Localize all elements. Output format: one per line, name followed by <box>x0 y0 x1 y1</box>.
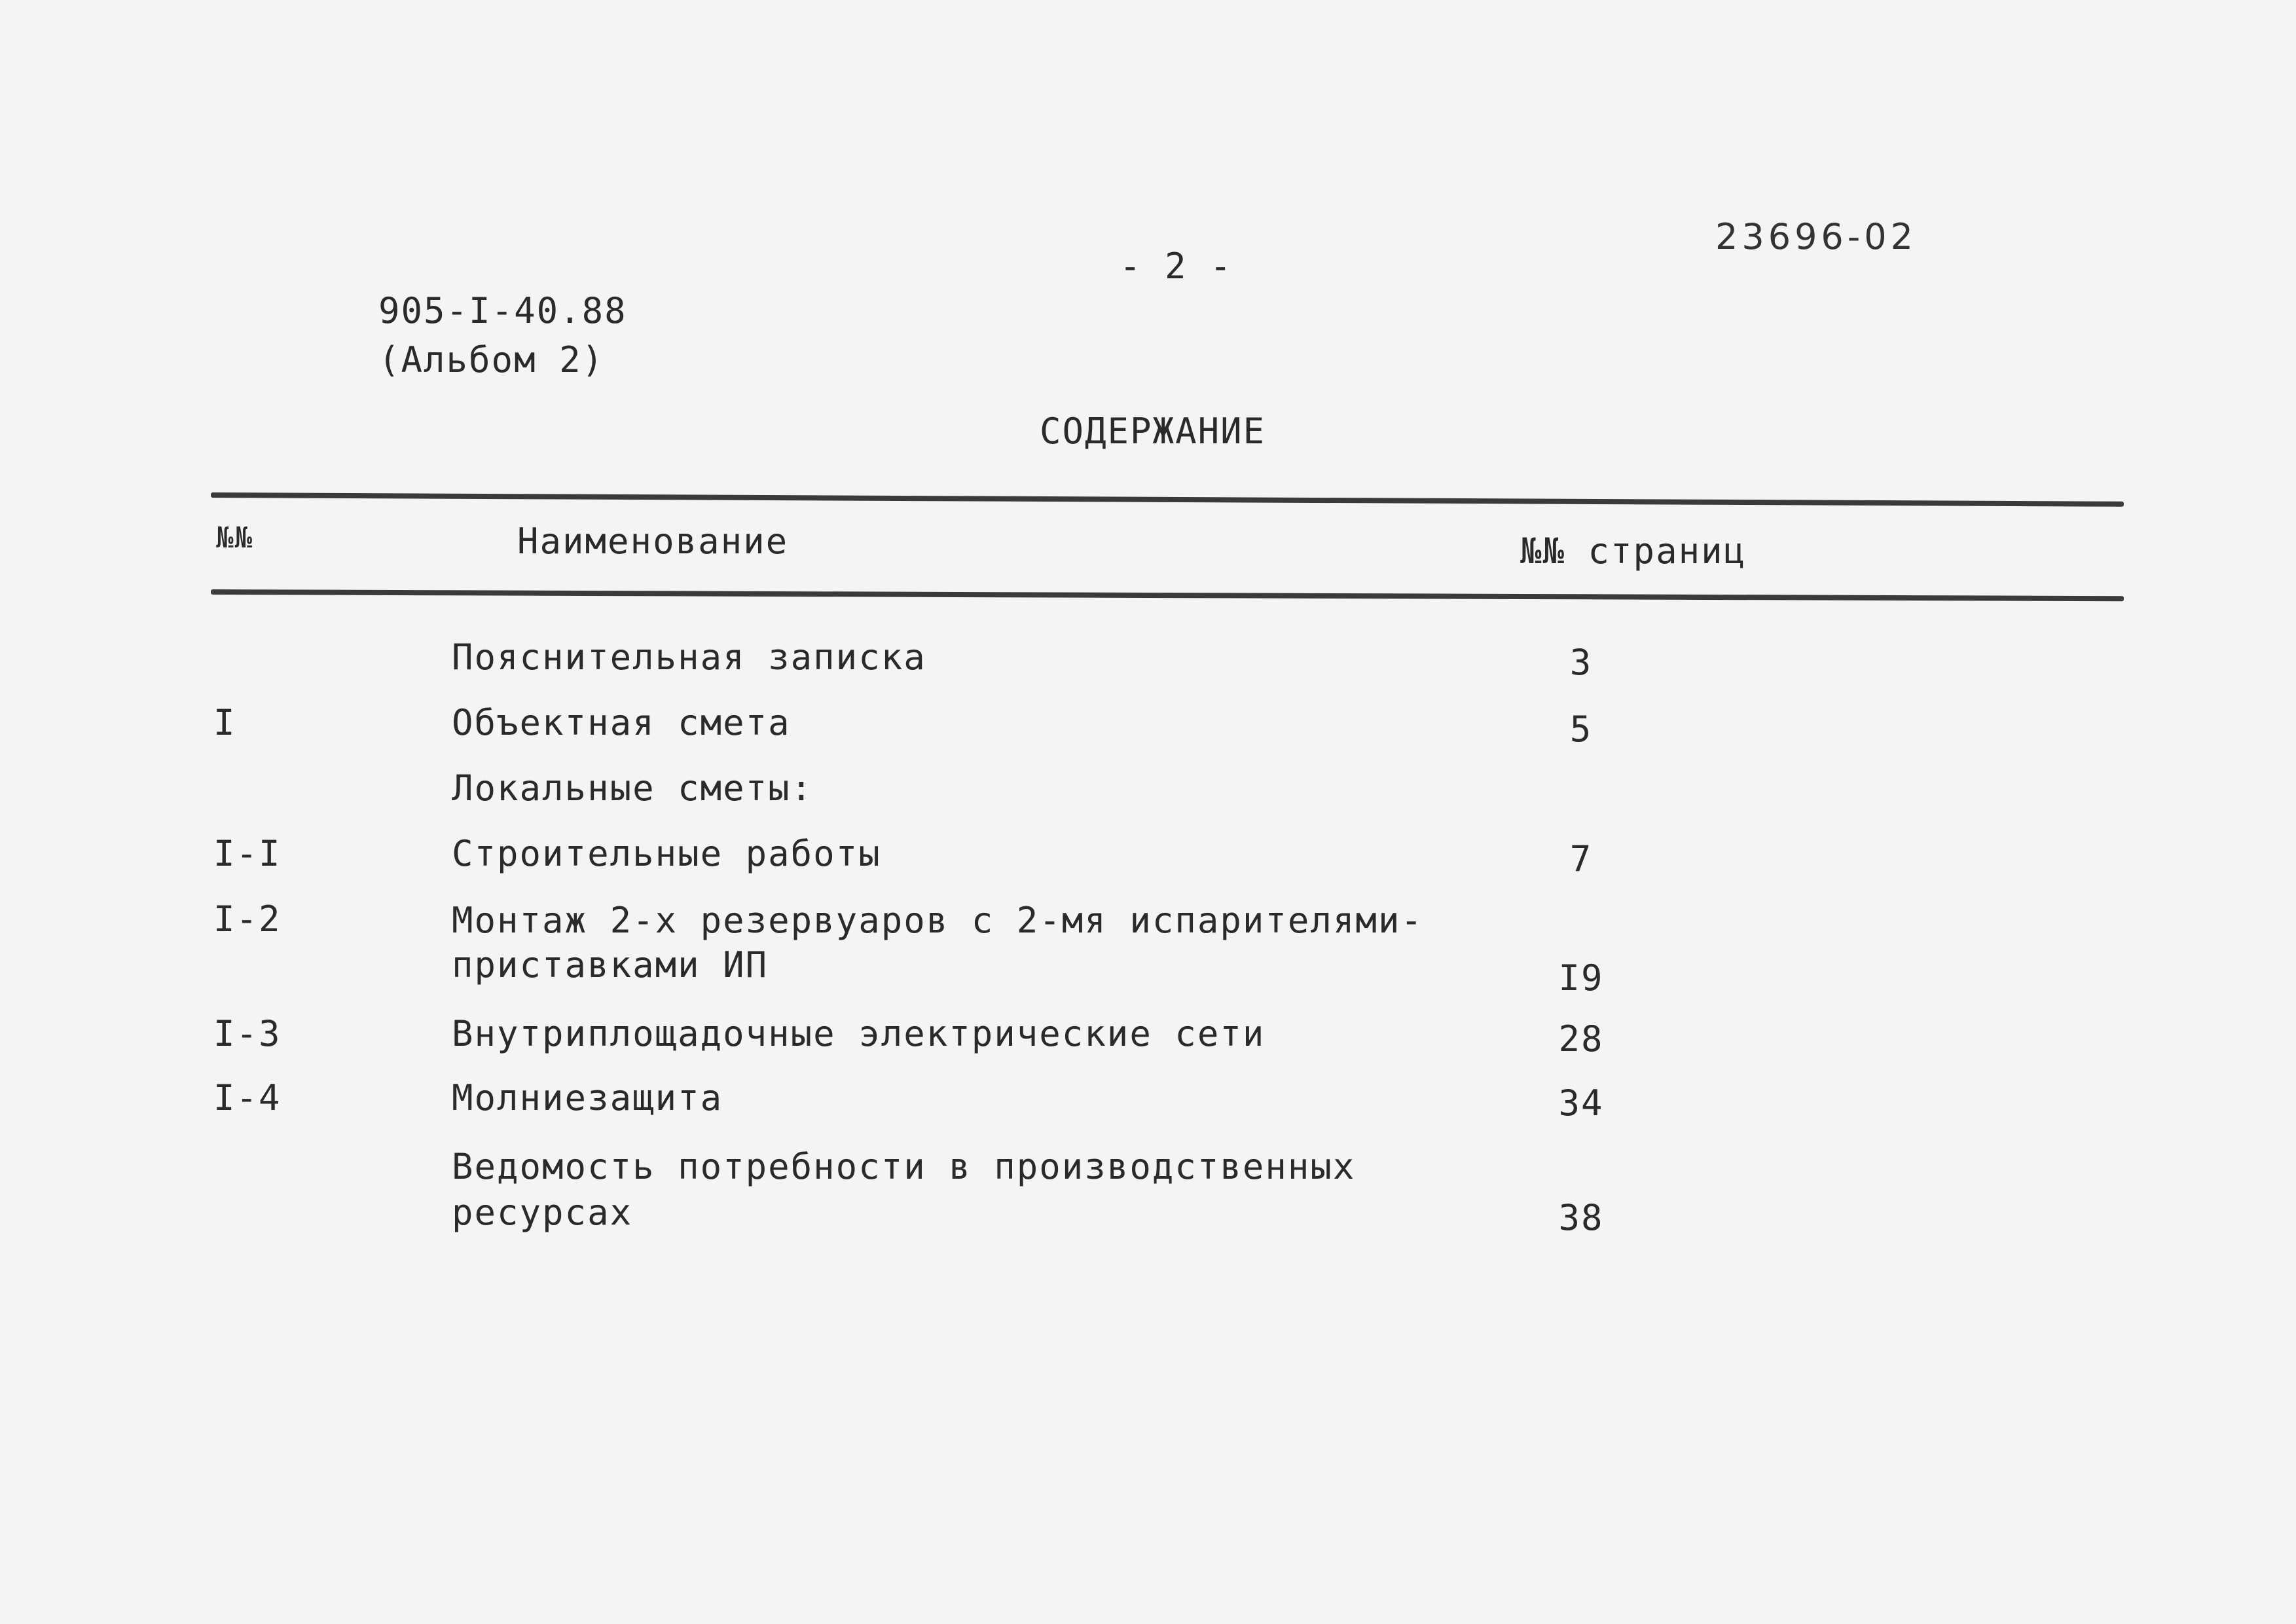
list-item <box>0 637 2296 686</box>
row-name: Внутриплощадочные электрические сети <box>452 1013 1266 1054</box>
page-number: - 2 - <box>1120 246 1233 287</box>
row-name: Монтаж 2-х резервуаров с 2-мя испарителями- <box>452 900 1423 941</box>
row-name: Объектная смета <box>452 702 791 743</box>
row-page: 34 <box>1558 1082 1604 1124</box>
column-header-pages: №№ страниц <box>1520 530 1747 572</box>
row-page: I9 <box>1558 957 1604 999</box>
column-header-number: №№ <box>216 521 253 555</box>
album-label: (Альбом 2) <box>378 339 605 380</box>
list-item <box>0 1146 2296 1247</box>
row-number: I-2 <box>213 898 282 940</box>
table-top-rule <box>211 492 2124 507</box>
row-name: Молниезащита <box>452 1077 723 1118</box>
row-page: 3 <box>1569 642 1593 683</box>
inventory-number: 23696-02 <box>1715 216 1917 257</box>
row-name-continuation: ресурсах <box>452 1192 633 1233</box>
page-title: СОДЕРЖАНИЕ <box>1040 411 1266 452</box>
list-item <box>0 1013 2296 1062</box>
row-page: 38 <box>1558 1197 1604 1238</box>
column-header-name: Наименование <box>517 521 789 562</box>
table-header-rule <box>211 589 2124 601</box>
list-item <box>0 833 2296 882</box>
list-item <box>0 767 2296 817</box>
row-page: 5 <box>1569 709 1593 750</box>
list-item <box>0 898 2296 1000</box>
row-name: Пояснительная записка <box>452 637 926 678</box>
row-number: I-3 <box>213 1013 282 1054</box>
row-number: I-I <box>213 833 282 874</box>
row-page: 7 <box>1569 838 1593 879</box>
document-code: 905-I-40.88 <box>378 290 627 331</box>
list-item <box>0 1077 2296 1126</box>
row-name: Локальные сметы: <box>452 767 814 809</box>
row-number: I <box>213 702 236 743</box>
row-name: Строительные работы <box>452 833 881 874</box>
row-page: 28 <box>1558 1018 1604 1060</box>
row-name-continuation: приставками ИП <box>452 944 769 986</box>
row-name: Ведомость потребности в производственных <box>452 1146 1356 1187</box>
list-item <box>0 702 2296 751</box>
row-number: I-4 <box>213 1077 282 1118</box>
